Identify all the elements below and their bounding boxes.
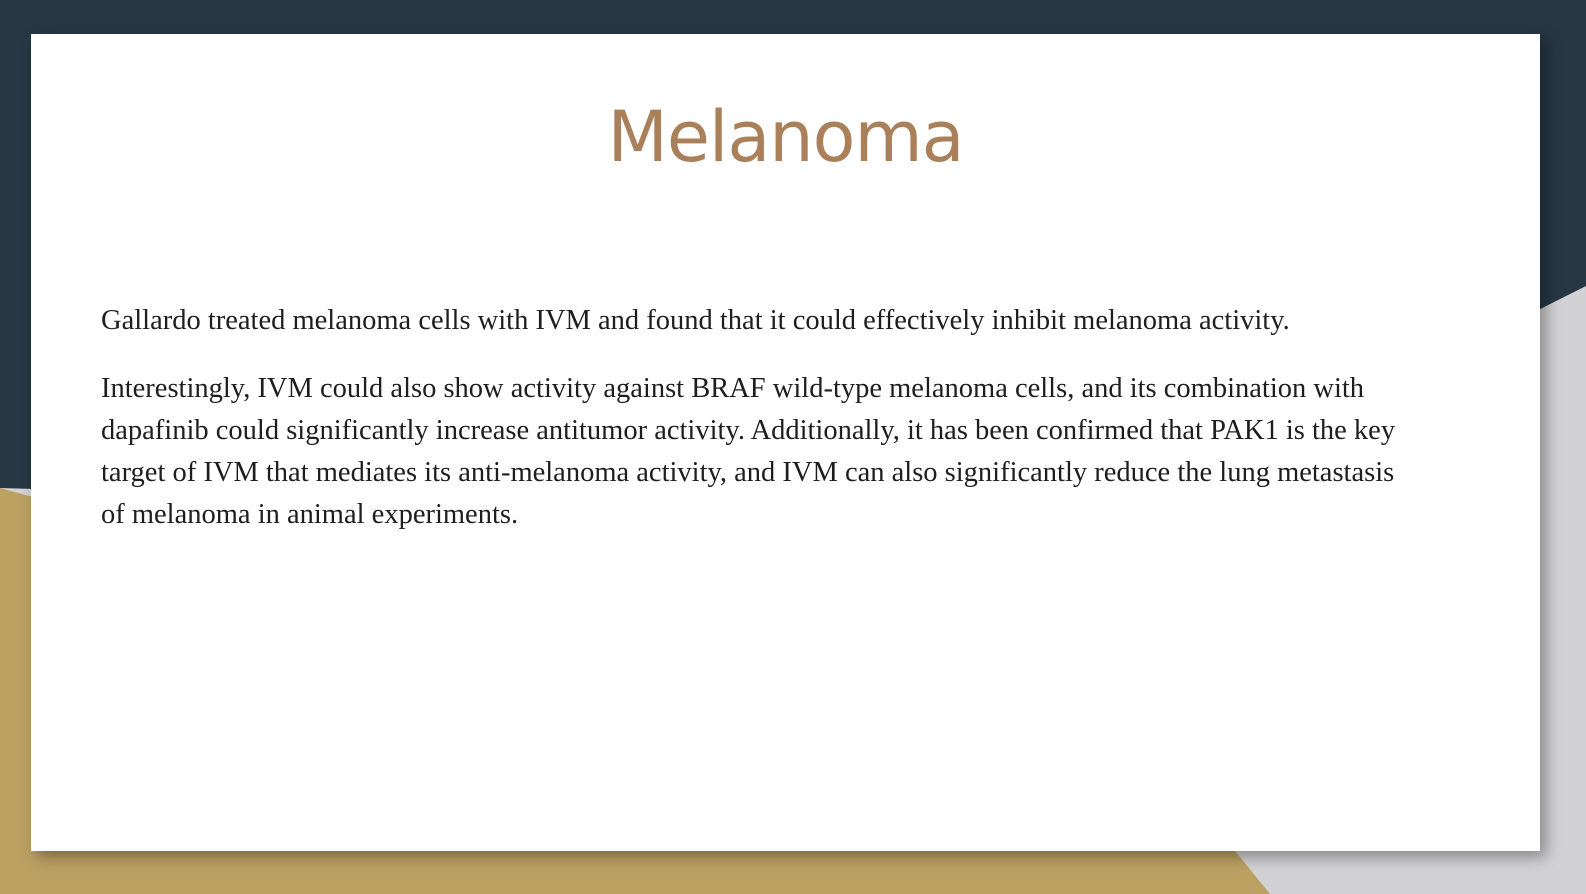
slide-card — [31, 34, 1540, 851]
slide-body — [101, 300, 1421, 562]
paragraph-1: Gallardo treated melanoma cells with IVM and found that it could effectively inhibit melanoma activity. — [101, 305, 1290, 336]
paragraph-2: Interestingly, IVM could also show activity against BRAF wild-type melanoma cells, and its combination with dapafinib could significantly increase antitumor activity. Additionally, it has been confirmed that PAK1 is the key target of IVM that mediates its anti-melanoma activity, and IVM can also significantly reduce the lung metastasis of melanoma in animal experiments. — [101, 373, 1396, 530]
slide-title: Melanoma — [607, 96, 964, 178]
